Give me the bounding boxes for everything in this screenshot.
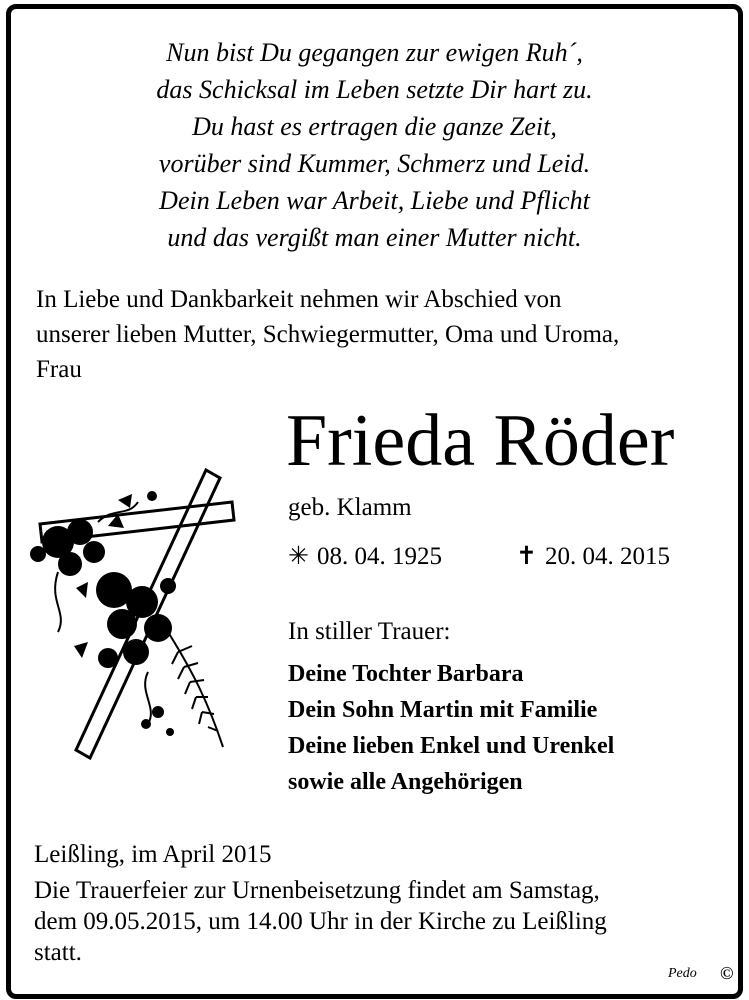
cross-with-roses-icon bbox=[18, 462, 248, 762]
maiden-name: geb. Klamm bbox=[288, 494, 412, 521]
funeral-line: dem 09.05.2015, um 14.00 Uhr in der Kirche zu Leißling bbox=[34, 908, 607, 935]
birth-date-value: 08. 04. 1925 bbox=[316, 543, 442, 570]
copyright-icon: © bbox=[720, 963, 734, 983]
mourner-entry: Dein Sohn Martin mit Familie bbox=[288, 697, 598, 723]
birth-star-icon: ✳ bbox=[288, 543, 309, 570]
designer-credit: Pedo bbox=[668, 966, 697, 981]
poem-line: Dein Leben war Arbeit, Liebe und Pflicht bbox=[159, 186, 590, 215]
poem-line: vorüber sind Kummer, Schmerz und Leid. bbox=[158, 149, 591, 178]
intro-line: Frau bbox=[36, 356, 82, 383]
death-date bbox=[516, 540, 670, 574]
intro-line: In Liebe und Dankbarkeit nehmen wir Abschied von bbox=[36, 286, 562, 313]
poem bbox=[0, 34, 749, 256]
funeral-line: Die Trauerfeier zur Urnenbeisetzung findet am Samstag, bbox=[34, 877, 600, 904]
mourner-entry: Deine lieben Enkel und Urenkel bbox=[288, 733, 615, 759]
poem-line: Du hast es ertragen die ganze Zeit, bbox=[192, 112, 557, 141]
funeral-notice bbox=[34, 875, 724, 968]
poem-line: Nun bist Du gegangen zur ewigen Ruh´, bbox=[166, 38, 583, 67]
intro-line: unserer lieben Mutter, Schwiegermutter, Oma und Uroma, bbox=[36, 321, 620, 348]
poem-line: und das vergißt man einer Mutter nicht. bbox=[167, 223, 582, 252]
mourner-entry: Deine Tochter Barbara bbox=[288, 661, 524, 687]
mourning-intro: In stiller Trauer: bbox=[288, 618, 451, 645]
poem-line: das Schicksal im Leben setzte Dir hart zu. bbox=[156, 75, 593, 104]
birth-date bbox=[288, 540, 442, 574]
funeral-line: statt. bbox=[34, 939, 82, 966]
deceased-name: Frieda Röder bbox=[286, 400, 675, 482]
farewell-intro bbox=[36, 282, 726, 387]
mourner-entry: sowie alle Angehörigen bbox=[288, 769, 523, 795]
place-date: Leißling, im April 2015 bbox=[34, 841, 272, 868]
mourners-list bbox=[288, 656, 614, 800]
death-cross-icon: ✝ bbox=[516, 543, 537, 570]
death-date-value: 20. 04. 2015 bbox=[544, 543, 670, 570]
